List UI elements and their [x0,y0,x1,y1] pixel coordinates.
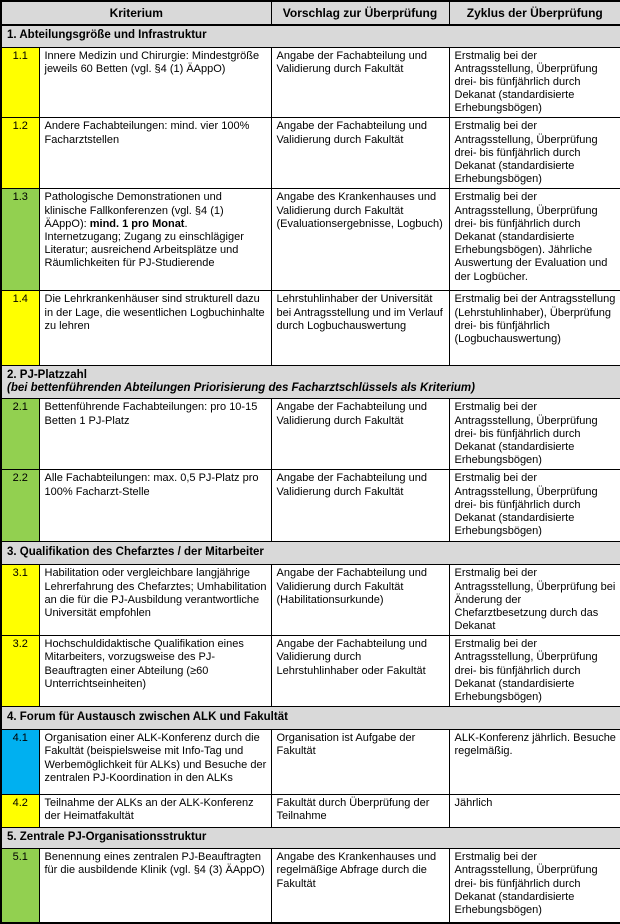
zyklus-cell: Erstmalig bei der Antragsstellung, Überprüfung drei- bis fünfjährlich durch Dekanat (standardisierte Erhebungsbögen) [449,399,620,470]
vorschlag-cell: Fakultät durch Überprüfung der Teilnahme [271,795,449,828]
table-row [1,730,620,795]
zyklus-cell: Erstmalig bei der Antragsstellung (Lehrstuhlinhaber), Überprüfung drei- bis fünfjährlich (Logbuchauswertung) [449,291,620,366]
section-header-2 [1,366,620,399]
table-row [1,795,620,828]
table-header-row [1,1,620,25]
kriterium-cell: Hochschuldidaktische Qualifikation eines Mitarbeiters, vorzugsweise des PJ-Beauftragten einer Abteilung (≥60 Unterrichtseinheiten) [39,636,271,707]
kriterium-cell [39,189,271,291]
vorschlag-cell: Angabe der Fachabteilung und Validierung durch Lehrstuhlinhaber oder Fakultät [271,636,449,707]
row-number-badge: 1.3 [1,189,39,291]
table-row [1,636,620,707]
row-number-badge: 2.2 [1,470,39,542]
vorschlag-cell: Angabe der Fachabteilung und Validierung durch Fakultät [271,399,449,470]
zyklus-cell: ALK-Konferenz jährlich. Besuche regelmäßig. [449,730,620,795]
table-row [1,189,620,291]
zyklus-cell: Erstmalig bei der Antragsstellung, Überprüfung drei- bis fünfjährlich durch Dekanat (standardisierte Erhebungsbögen) [449,636,620,707]
table-row [1,118,620,189]
section-title: 4. Forum für Austausch zwischen ALK und Fakultät [1,707,620,730]
row-number-badge: 4.1 [1,730,39,795]
kriterium-bold-text: mind. 1 pro Monat [89,217,185,230]
kriterium-cell: Organisation einer ALK-Konferenz durch die Fakultät (beispielsweise mit Info-Tag und Werbemöglichkeit für ALKs) und Besuche der zentralen PJ-Koordination in den ALKs [39,730,271,795]
kriterium-cell: Bettenführende Fachabteilungen: pro 10-15 Betten 1 PJ-Platz [39,399,271,470]
table-row [1,565,620,636]
kriterium-cell: Innere Medizin und Chirurgie: Mindestgröße jeweils 60 Betten (vgl. §4 (1) ÄAppO) [39,47,271,118]
zyklus-cell: Erstmalig bei der Antragsstellung, Überprüfung drei- bis fünfjährlich durch Dekanat (standardisierte Erhebungsbögen) [449,470,620,542]
section-title: 2. PJ-Platzzahl [7,368,87,381]
row-number-badge: 1.1 [1,47,39,118]
kriterium-text: . Internetzugang; Zugang zu einschlägiger Literatur; ausreichend Arbeitsplätze und Räumlichkeiten für PJ-Studierende [44,217,244,270]
zyklus-cell: Erstmalig bei der Antragsstellung, Überprüfung drei- bis fünfjährlich durch Dekanat (standardisierte Erhebungsbögen) [449,118,620,189]
kriterium-text: Pathologische Demonstrationen und klinische Fallkonferenzen (vgl. §4 (1) ÄAppO): [44,191,224,230]
vorschlag-cell: Angabe des Krankenhauses und Validierung durch Fakultät (Evaluationsergebnisse, Logbuch) [271,189,449,291]
vorschlag-cell: Angabe der Fachabteilung und Validierung durch Fakultät (Habilitationsurkunde) [271,565,449,636]
section-title: 5. Zentrale PJ-Organisationsstruktur [1,828,620,849]
zyklus-cell: Erstmalig bei der Antragsstellung, Überprüfung drei- bis fünfjährlich durch Dekanat (standardisierte Erhebungsbögen) [449,47,620,118]
vorschlag-cell: Angabe der Fachabteilung und Validierung durch Fakultät [271,118,449,189]
zyklus-cell: Erstmalig bei der Antragsstellung, Überprüfung drei- bis fünfjährlich durch Dekanat (standardisierte Erhebungsbögen) [449,849,620,923]
vorschlag-cell: Lehrstuhlinhaber der Universität bei Antragsstellung und im Verlauf durch Logbuchauswertung [271,291,449,366]
kriterium-cell: Andere Fachabteilungen: mind. vier 100% Facharztstellen [39,118,271,189]
kriterium-cell: Habilitation oder vergleichbare langjährige Lehrerfahrung des Chefarztes; Umhabilitation an die für die PJ-Ausbildung verantwortliche Universität empfohlen [39,565,271,636]
vorschlag-cell: Angabe der Fachabteilung und Validierung durch Fakultät [271,470,449,542]
table-row [1,291,620,366]
section-header-3 [1,542,620,565]
row-number-badge: 2.1 [1,399,39,470]
table-row [1,849,620,923]
kriterium-cell: Teilnahme der ALKs an der ALK-Konferenz der Heimatfakultät [39,795,271,828]
kriterium-cell: Die Lehrkrankenhäuser sind strukturell dazu in der Lage, die wesentlichen Logbuchinhalte zu lehren [39,291,271,366]
kriterium-cell: Alle Fachabteilungen: max. 0,5 PJ-Platz pro 100% Facharzt-Stelle [39,470,271,542]
section-header-5 [1,828,620,849]
zyklus-cell: Erstmalig bei der Antragsstellung, Überprüfung drei- bis fünfjährlich durch Dekanat (standardisierte Erhebungsbögen). Jährliche Auswertung der Evaluation und der Logbücher. [449,189,620,291]
table-row [1,470,620,542]
section-header-1 [1,25,620,47]
section-header-4 [1,707,620,730]
row-number-badge: 3.1 [1,565,39,636]
zyklus-cell: Jährlich [449,795,620,828]
row-number-badge: 1.4 [1,291,39,366]
row-number-badge: 3.2 [1,636,39,707]
table-row [1,399,620,470]
table-row [1,47,620,118]
zyklus-cell: Erstmalig bei der Antragsstellung, Überprüfung bei Änderung der Chefarztbesetzung durch das Dekanat [449,565,620,636]
section-subtitle: (bei bettenführenden Abteilungen Priorisierung des Facharztschlüssels als Kriterium) [7,382,475,395]
vorschlag-cell: Organisation ist Aufgabe der Fakultät [271,730,449,795]
vorschlag-cell: Angabe der Fachabteilung und Validierung durch Fakultät [271,47,449,118]
column-header-kriterium: Kriterium [1,1,271,25]
kriterium-cell: Benennung eines zentralen PJ-Beauftragten für die ausbildende Klinik (vgl. §4 (3) ÄAppO) [39,849,271,923]
row-number-badge: 1.2 [1,118,39,189]
column-header-zyklus: Zyklus der Überprüfung [449,1,620,25]
column-header-vorschlag: Vorschlag zur Überprüfung [271,1,449,25]
vorschlag-cell: Angabe des Krankenhauses und regelmäßige Abfrage durch die Fakultät [271,849,449,923]
section-title: 3. Qualifikation des Chefarztes / der Mitarbeiter [1,542,620,565]
row-number-badge: 5.1 [1,849,39,923]
row-number-badge: 4.2 [1,795,39,828]
section-title: 1. Abteilungsgröße und Infrastruktur [1,25,620,47]
